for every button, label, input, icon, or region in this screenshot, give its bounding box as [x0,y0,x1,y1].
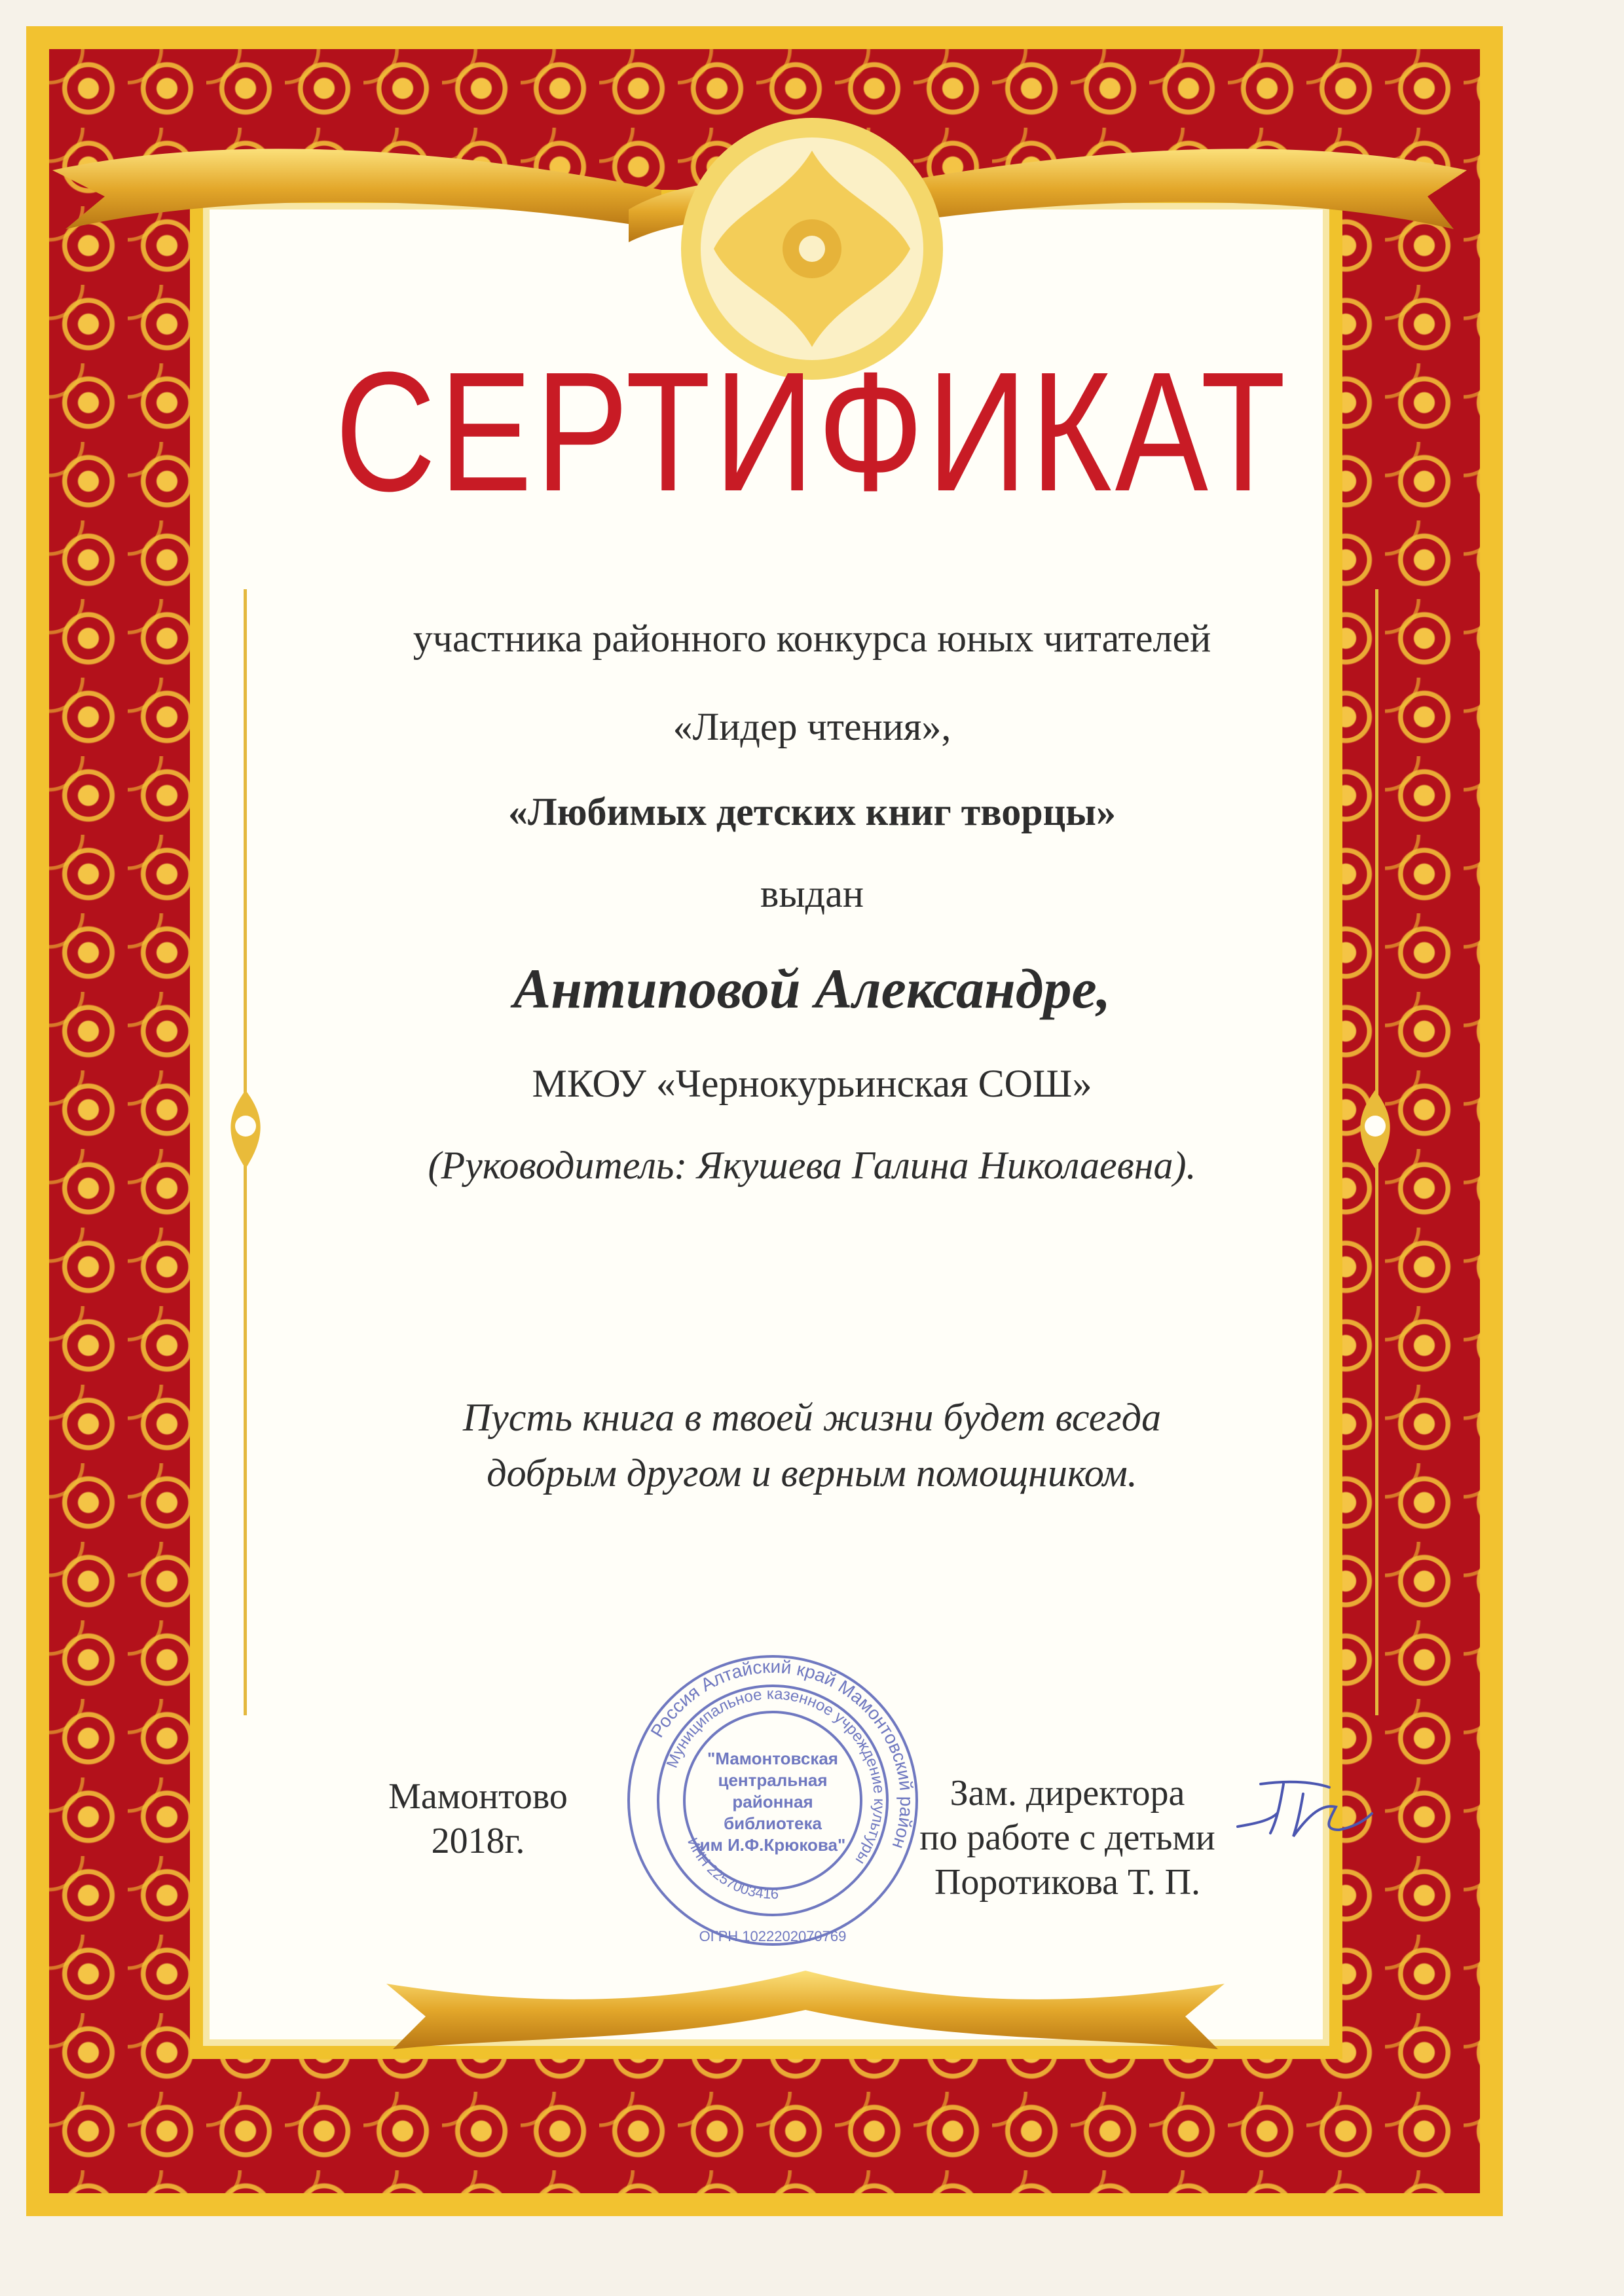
contest-theme-line: «Любимых детских книг творцы» [507,790,1116,833]
stamp-center-line-3: районная [732,1792,813,1812]
stamp-center-line-4: библиотека [724,1813,822,1833]
certificate-title: СЕРТИФИКАТ [335,337,1289,527]
contest-name-line: «Лидер чтения», [673,705,951,748]
signer-position-line-2: по работе с детьми [919,1817,1215,1858]
signer-position-line-1: Зам. директора [950,1773,1185,1813]
year: 2018г. [431,1821,525,1861]
wish-line-1: Пусть книга в твоей жизни будет всегда [462,1396,1162,1439]
stamp-center-line-5: им И.Ф.Крюкова" [699,1835,846,1855]
recipient-name: Антиповой Александре, [513,957,1111,1020]
contest-participant-line: участника районного конкурса юных читателей [413,617,1211,660]
place-date-block [367,1774,589,1863]
stamp-center-line-1: "Мамонтовская [707,1749,838,1768]
stamp-center-line-2: центральная [718,1770,828,1790]
place-name: Мамонтово [388,1776,568,1817]
issued-label: выдан [760,872,864,915]
handwritten-signature [1231,1768,1375,1846]
wish-line-2: добрым другом и верным помощником. [487,1451,1137,1495]
stamp-middle-text: Муниципальное казенное учреждение культуры [663,1685,889,1868]
signatory-block [897,1771,1238,1904]
official-stamp [622,1650,923,1951]
supervisor-line: (Руководитель: Якушева Галина Николаевна). [428,1144,1196,1187]
stamp-inn: ИНН 2257003416 [684,1835,779,1903]
signer-name: Поротикова Т. П. [934,1862,1201,1903]
stamp-outer-text: Россия Алтайский край Мамонтовский район [646,1656,917,1851]
school-name: МКОУ «Чернокурьинская СОШ» [532,1062,1092,1105]
stamp-ogrn: ОГРН 1022202070769 [699,1928,847,1944]
